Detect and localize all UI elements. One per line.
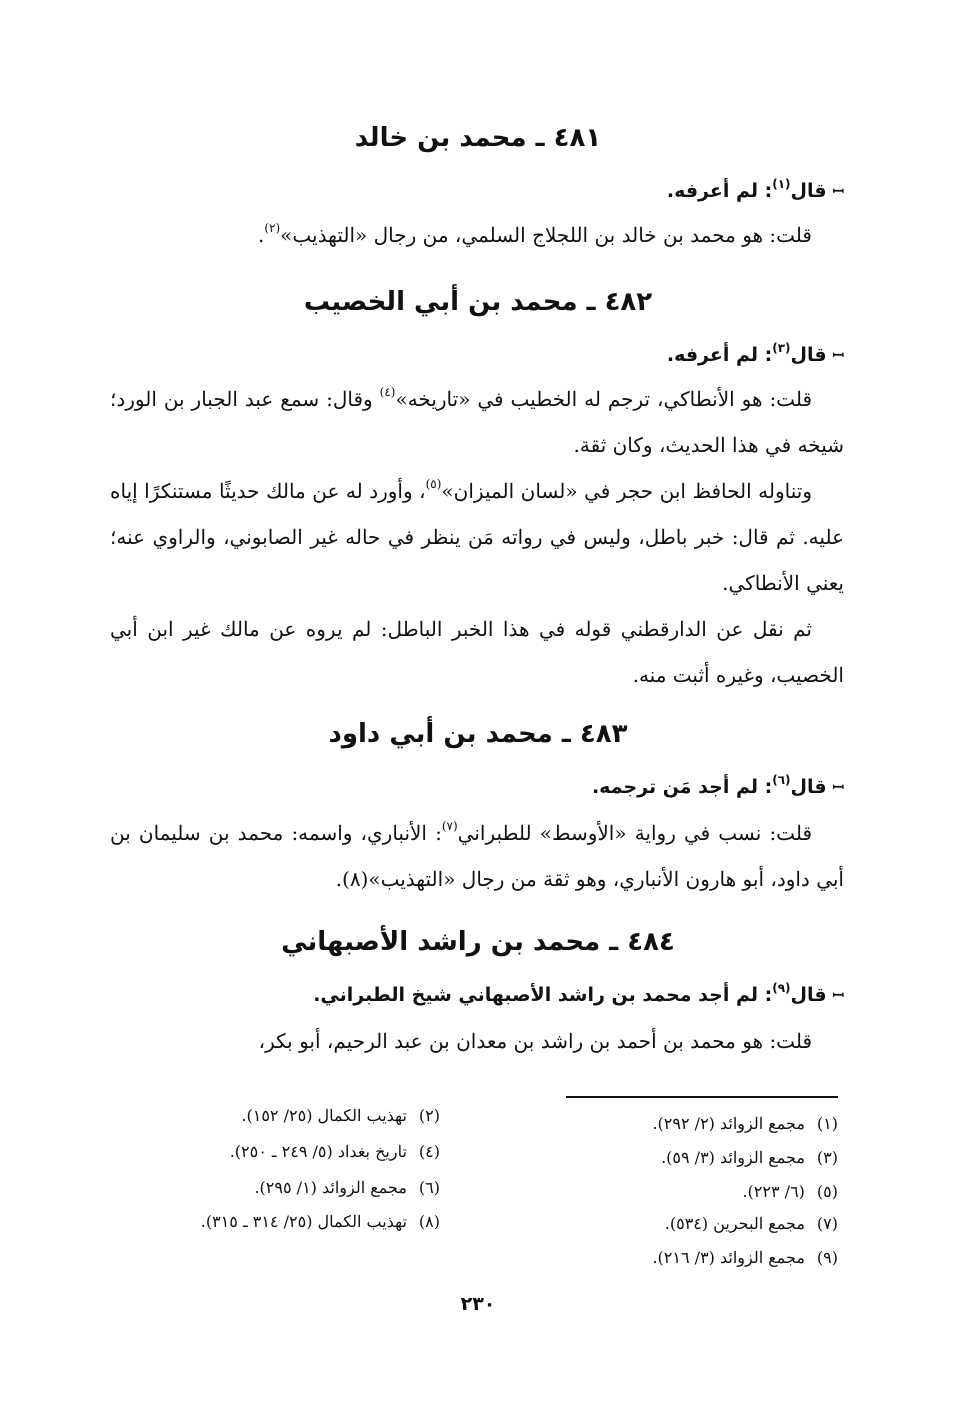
bullet-icon: ꟷ bbox=[832, 348, 844, 364]
footnote-number: (٣) bbox=[816, 1148, 838, 1167]
footnote-text: تهذيب الكمال (٢٥/ ١٥٢). bbox=[241, 1106, 407, 1125]
paragraph bbox=[110, 468, 844, 606]
footnote bbox=[254, 1172, 440, 1204]
footnote-number: (١) bbox=[816, 1114, 838, 1133]
page-number: ٢٣٠ bbox=[460, 1293, 496, 1315]
paragraph bbox=[110, 606, 844, 698]
footnote-text: تهذيب الكمال (٢٥/ ٣١٤ ـ ٣١٥). bbox=[200, 1212, 407, 1231]
entry-title: ٤٨١ ـ محمد بن خالد bbox=[354, 123, 602, 153]
paragraph-text: قلت: هو محمد بن خالد بن اللجلاج السلمي، من رجال «التهذيب» bbox=[280, 223, 812, 247]
qal-word: قال bbox=[790, 344, 827, 366]
footnote-number: (٨) bbox=[418, 1212, 440, 1231]
footnote-ref: (١) bbox=[772, 176, 791, 191]
qal-line bbox=[110, 772, 844, 803]
bullet-icon: ꟷ bbox=[832, 184, 844, 200]
paragraph-text: قلت: نسب في رواية «الأوسط» للطبراني bbox=[457, 821, 813, 845]
paragraph-text: ، وأورد له عن مالك حديثًا مستنكرًا إياه عليه. ثم قال: خبر باطل، وليس في رواته مَن ينظر في حاله غير الصابوني، والراوي عنه؛ يعني الأنطاكي. bbox=[110, 479, 844, 595]
footnote-text: مجمع الزوائد (٢/ ٢٩٢). bbox=[652, 1114, 805, 1133]
qal-word: قال bbox=[790, 984, 827, 1006]
footnote-number: (٩) bbox=[816, 1248, 838, 1267]
footnote-ref: (٧) bbox=[441, 819, 458, 834]
footnote-ref: (٣) bbox=[772, 340, 791, 355]
entry-title: ٤٨٤ ـ محمد بن راشد الأصبهاني bbox=[281, 927, 675, 957]
footnote bbox=[652, 1108, 838, 1140]
bullet-icon: ꟷ bbox=[832, 988, 844, 1004]
qal-word: قال bbox=[790, 776, 827, 798]
footnote-number: (٧) bbox=[816, 1214, 838, 1233]
qal-text: : لم أجد مَن ترجمه. bbox=[591, 776, 773, 798]
footnote-ref: (٥) bbox=[425, 477, 442, 492]
qal-text: : لم أعرفه. bbox=[666, 180, 773, 202]
footnote-number: (٢) bbox=[418, 1106, 440, 1125]
paragraph-text: : الأنباري، واسمه: محمد بن سليمان بن أبي داود، أبو هارون الأنباري، وهو ثقة من رجال «التهذيب»(٨). bbox=[110, 821, 844, 891]
footnote-separator bbox=[566, 1096, 838, 1098]
footnote-text: تاريخ بغداد (٥/ ٢٤٩ ـ ٢٥٠). bbox=[229, 1142, 407, 1161]
qal-line bbox=[110, 340, 844, 371]
qal-word: قال bbox=[790, 180, 827, 202]
paragraph-text: ثم نقل عن الدارقطني قوله في هذا الخبر الباطل: لم يروه عن مالك غير ابن أبي الخصيب، وغيره أثبت منه. bbox=[110, 617, 844, 687]
footnote-number: (٦) bbox=[418, 1178, 440, 1197]
paragraph-text: قلت: هو الأنطاكي، ترجم له الخطيب في «تاريخه» bbox=[395, 387, 813, 411]
footnote bbox=[652, 1242, 838, 1274]
paragraph-text: . bbox=[257, 223, 265, 247]
qal-text: : لم أعرفه. bbox=[666, 344, 773, 366]
footnote bbox=[201, 1206, 440, 1238]
footnote bbox=[742, 1176, 838, 1208]
footnote-text: مجمع البحرين (٥٣٤). bbox=[664, 1214, 805, 1233]
footnote-text: مجمع الزوائد (٣/ ٥٩). bbox=[661, 1148, 805, 1167]
qal-line bbox=[110, 176, 844, 207]
footnote-text: (٦/ ٢٢٣). bbox=[742, 1182, 805, 1201]
footnote-number: (٤) bbox=[418, 1142, 440, 1161]
qal-line bbox=[110, 980, 844, 1011]
footnote bbox=[230, 1136, 440, 1168]
footnote-ref: (٢) bbox=[264, 221, 281, 236]
footnote bbox=[661, 1142, 838, 1174]
footnote-ref: (٩) bbox=[772, 980, 791, 995]
paragraph bbox=[110, 1018, 844, 1064]
entry-title: ٤٨٢ ـ محمد بن أبي الخصيب bbox=[303, 287, 653, 317]
paragraph bbox=[110, 376, 844, 468]
paragraph bbox=[110, 212, 844, 258]
entry-title: ٤٨٣ ـ محمد بن أبي داود bbox=[328, 719, 628, 749]
qal-text: : لم أجد محمد بن راشد الأصبهاني شيخ الطبراني. bbox=[313, 984, 773, 1006]
footnote-text: مجمع الزوائد (١/ ٢٩٥). bbox=[254, 1178, 407, 1197]
footnote-ref: (٤) bbox=[379, 385, 396, 400]
footnote-text: مجمع الزوائد (٣/ ٢١٦). bbox=[652, 1248, 805, 1267]
paragraph-text: وتناوله الحافظ ابن حجر في «لسان الميزان» bbox=[441, 479, 813, 503]
footnote-number: (٥) bbox=[816, 1182, 838, 1201]
paragraph-text: وقال: سمع عبد الجبار بن الورد؛ شيخه في هذا الحديث، وكان ثقة. bbox=[110, 387, 844, 457]
paragraph-text: قلت: هو محمد بن أحمد بن راشد بن معدان بن عبد الرحيم، أبو بكر، bbox=[258, 1029, 812, 1053]
bullet-icon: ꟷ bbox=[832, 780, 844, 796]
footnote bbox=[665, 1208, 838, 1240]
footnote bbox=[241, 1100, 440, 1132]
footnote-ref: (٦) bbox=[772, 772, 791, 787]
paragraph bbox=[110, 810, 844, 902]
